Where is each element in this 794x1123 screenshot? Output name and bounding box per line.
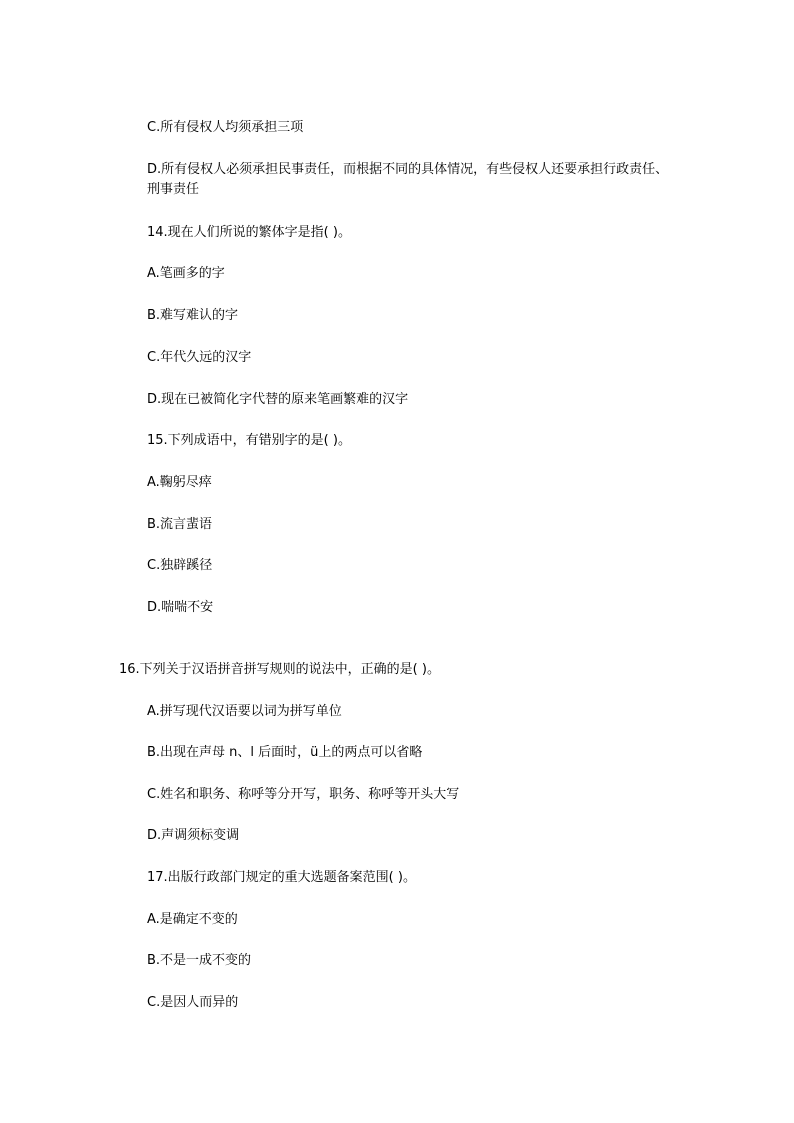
option-b-q15: B.流言蜚语: [147, 517, 213, 532]
option-b-q16: B.出现在声母 n、l 后面时，ü上的两点可以省略: [147, 745, 423, 760]
question-16: 16.下列关于汉语拼音拼写规则的说法中，正确的是( )。: [119, 662, 440, 677]
option-c-q13: C.所有侵权人均须承担三项: [147, 120, 304, 135]
option-d-q14: D.现在已被简化字代替的原来笔画繁难的汉字: [147, 392, 409, 407]
option-b-q14: B.难写难认的字: [147, 308, 239, 323]
option-b-q17: B.不是一成不变的: [147, 953, 252, 968]
option-d-q16: D.声调须标变调: [147, 828, 240, 843]
option-c-q16: C.姓名和职务、称呼等分开写，职务、称呼等开头大写: [147, 787, 460, 802]
option-a-q15: A.鞠躬尽瘁: [147, 475, 212, 490]
option-c-q15: C.独辟蹊径: [147, 558, 213, 573]
option-c-q14: C.年代久远的汉字: [147, 350, 252, 365]
option-d-q13: D.所有侵权人必须承担民事责任，而根据不同的具体情况，有些侵权人还要承担行政责任、刑事责任: [147, 162, 669, 197]
question-15: 15.下列成语中，有错别字的是( )。: [147, 433, 351, 448]
option-c-q17: C.是因人而异的: [147, 995, 239, 1010]
option-a-q17: A.是确定不变的: [147, 912, 238, 927]
question-17: 17.出版行政部门规定的重大选题备案范围( )。: [147, 870, 416, 885]
option-a-q14: A.笔画多的字: [147, 266, 225, 281]
option-d-q15: D.喘喘不安: [147, 600, 214, 615]
question-14: 14.现在人们所说的繁体字是指( )。: [147, 225, 351, 240]
option-a-q16: A.拼写现代汉语要以词为拼写单位: [147, 704, 342, 719]
